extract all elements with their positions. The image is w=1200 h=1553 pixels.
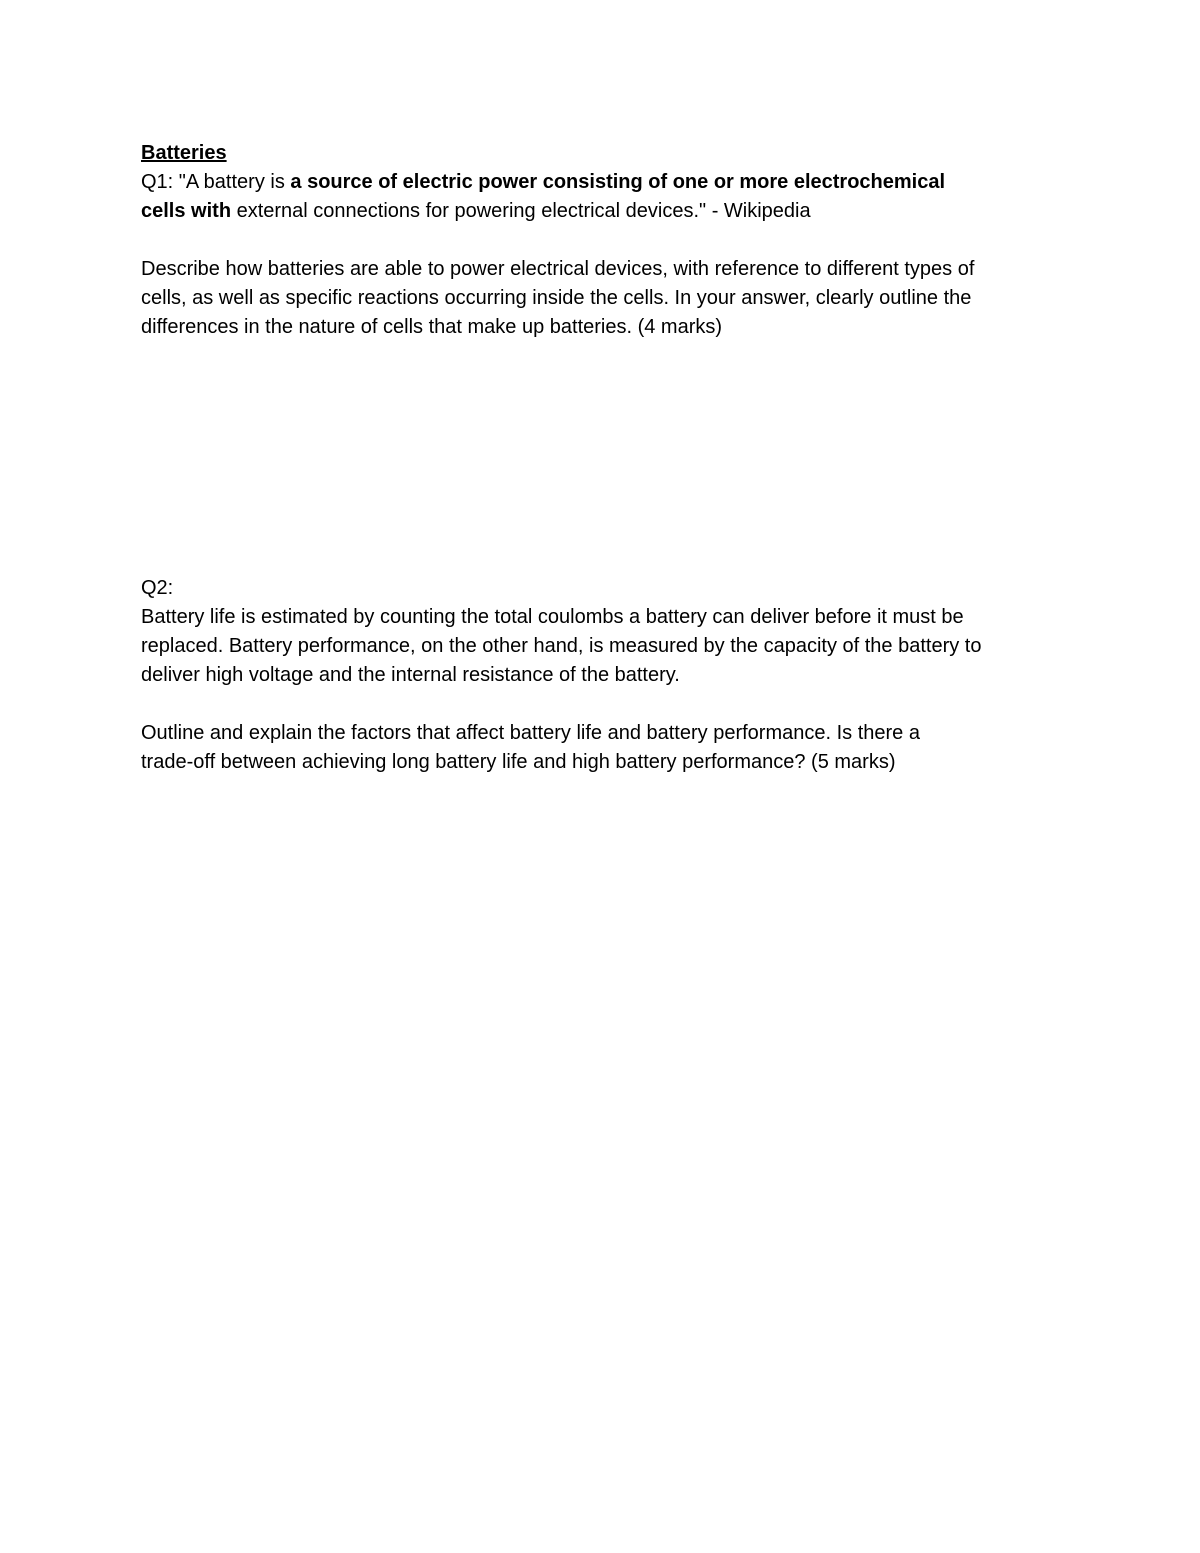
q1-prompt	[141, 255, 1061, 342]
q1-quote-bold-1: a source of electric power consisting of one or more electrochemical	[290, 171, 946, 193]
q1-quote-prefix: Q1: "A battery is	[141, 171, 291, 193]
q1-section	[141, 168, 1061, 342]
q2-prompt	[141, 719, 1061, 777]
q1-quote-line-1	[141, 168, 1061, 197]
q2-prompt-line: trade-off between achieving long battery life and high battery performance? (5 marks)	[141, 751, 896, 773]
q2-intro	[141, 603, 1061, 690]
q1-quote-line-2	[141, 197, 1061, 226]
document-page	[141, 139, 1061, 777]
q2-label: Q2:	[141, 577, 174, 599]
q2-intro-line: deliver high voltage and the internal resistance of the battery.	[141, 664, 680, 686]
q1-quote-suffix: external connections for powering electrical devices." - Wikipedia	[231, 200, 811, 222]
q2-intro-line: replaced. Battery performance, on the other hand, is measured by the capacity of the battery to	[141, 635, 982, 657]
q2-section	[141, 574, 1061, 777]
q2-intro-line: Battery life is estimated by counting the total coulombs a battery can deliver before it must be	[141, 606, 964, 628]
q2-prompt-line: Outline and explain the factors that affect battery life and battery performance. Is there a	[141, 722, 920, 744]
q1-prompt-line: differences in the nature of cells that make up batteries. (4 marks)	[141, 316, 723, 338]
document-title: Batteries	[141, 142, 227, 164]
q1-prompt-line: Describe how batteries are able to power electrical devices, with reference to different types of	[141, 258, 975, 280]
q1-prompt-line: cells, as well as specific reactions occurring inside the cells. In your answer, clearly outline the	[141, 287, 972, 309]
q1-quote-bold-2: cells with	[141, 200, 232, 222]
